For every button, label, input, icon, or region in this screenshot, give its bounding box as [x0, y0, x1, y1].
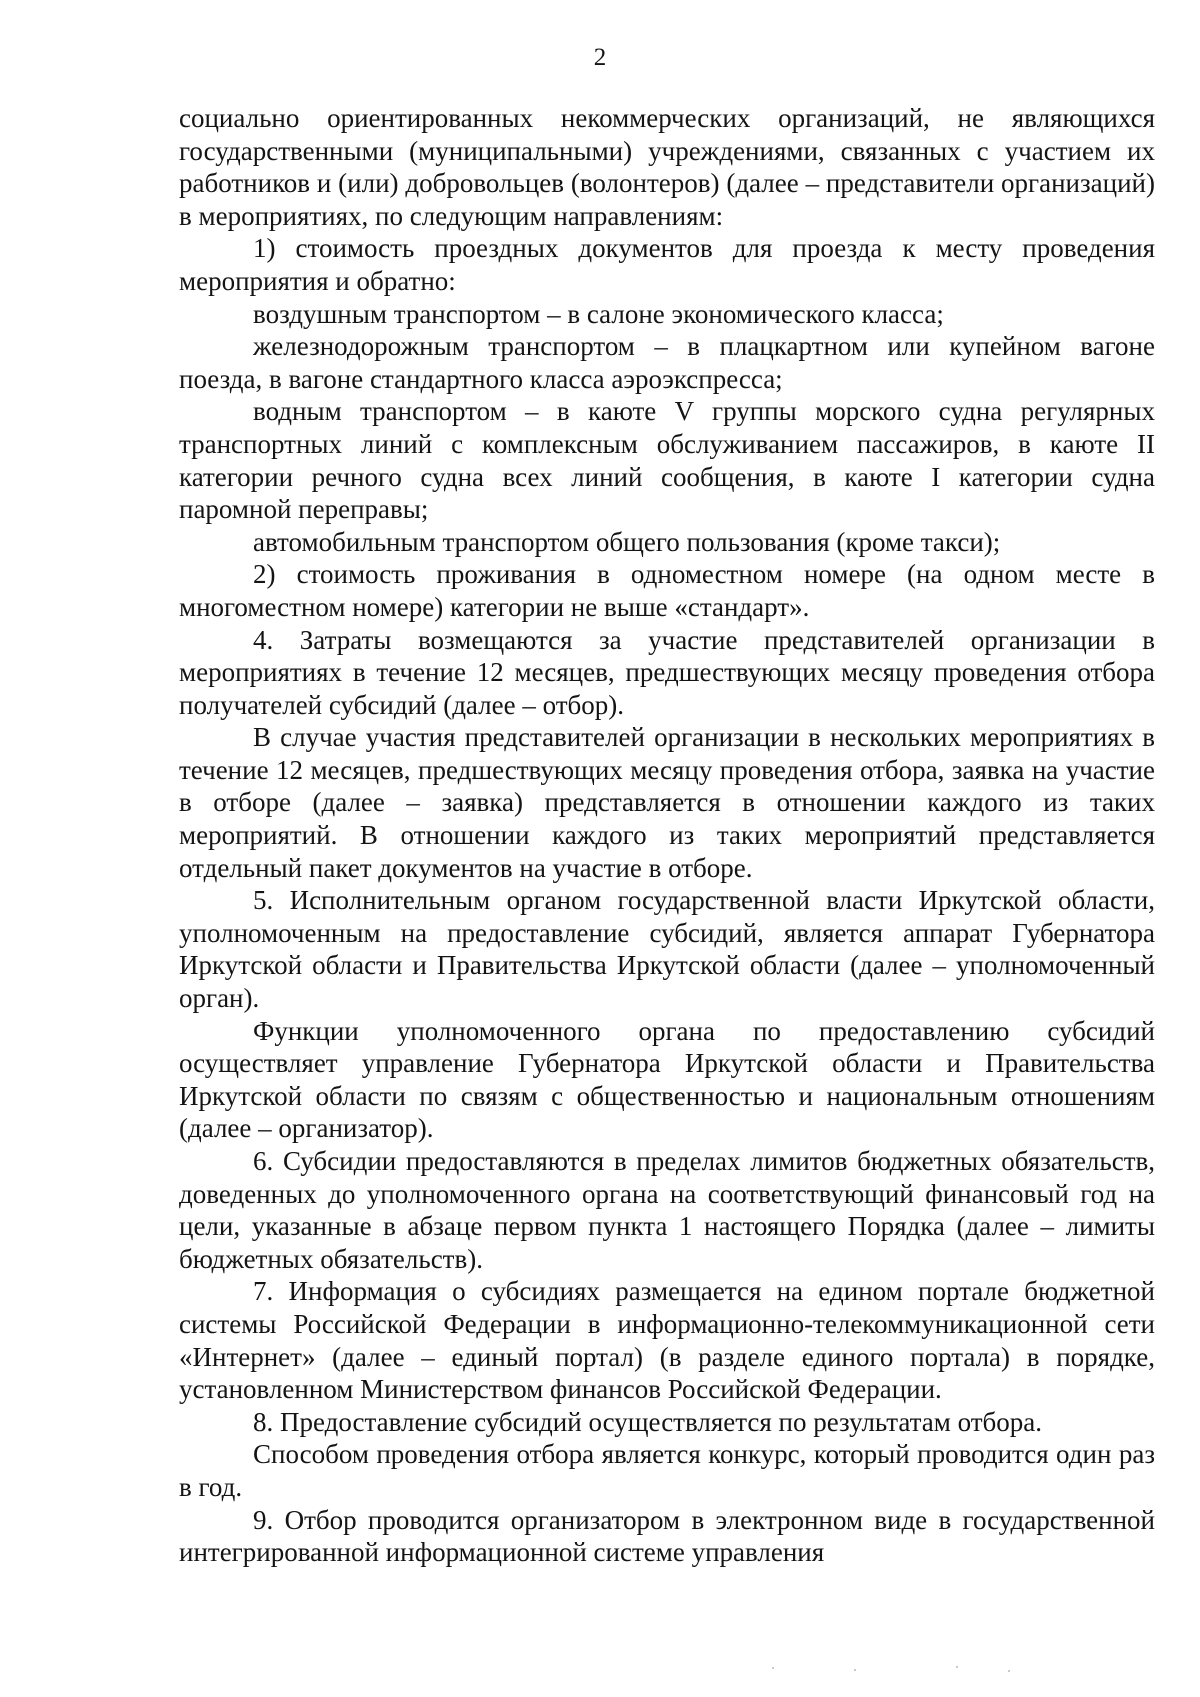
- paragraph: 7. Информация о субсидиях размещается на едином портале бюджетной системы Российской Федерации в информационно-телекоммуникационной сети «Интернет» (далее – единый портал) (в разделе единого портала) в порядке, установленном Министерством финансов Российской Федерации.: [179, 1276, 1155, 1405]
- paragraph: автомобильным транспортом общего пользования (кроме такси);: [253, 526, 1001, 557]
- scan-dot: [854, 1669, 856, 1671]
- paragraph: 6. Субсидии предоставляются в пределах лимитов бюджетных обязательств, доведенных до уполномоченного органа на соответствующий финансовый год на цели, указанные в абзаце первом пункта 1 настоящего Порядка (далее – лимиты бюджетных обязательств).: [179, 1146, 1155, 1274]
- paragraph: Способом проведения отбора является конкурс, который проводится один раз в год.: [179, 1439, 1155, 1502]
- paragraph: 4. Затраты возмещаются за участие представителей организации в мероприятиях в течение 12 месяцев, предшествующих месяцу проведения отбора получателей субсидий (далее – отбор).: [179, 624, 1155, 720]
- scan-artifacts: [760, 1665, 1060, 1675]
- paragraph: 2) стоимость проживания в одноместном номере (на одном месте в многоместном номере) категории не выше «стандарт».: [179, 559, 1155, 622]
- document-body: [179, 102, 1155, 1569]
- scan-dot: [772, 1667, 774, 1669]
- paragraph: социально ориентированных некоммерческих организаций, не являющихся государственными (муниципальными) учреждениями, связанных с участием их работников и (или) добровольцев (волонтеров) (далее – представители организаций) в мероприятиях, по следующим направлениям:: [179, 103, 1155, 231]
- paragraph: водным транспортом – в каюте V группы морского судна регулярных транспортных линий с комплексным обслуживанием пассажиров, в каюте II категории речного судна всех линий сообщения, в каюте I категории судна паромной переправы;: [179, 396, 1155, 525]
- paragraph: 8. Предоставление субсидий осуществляется по результатам отбора.: [253, 1406, 1042, 1437]
- paragraph: воздушным транспортом – в салоне экономического класса;: [253, 298, 944, 329]
- paragraph: В случае участия представителей организации в нескольких мероприятиях в течение 12 месяцев, предшествующих месяцу проведения отбора, заявка на участие в отборе (далее – заявка) представляется в отношении каждого из таких мероприятий. В отношении каждого из таких мероприятий представляется отдельный пакет документов на участие в отборе.: [179, 722, 1155, 883]
- paragraph: железнодорожным транспортом – в плацкартном или купейном вагоне поезда, в вагоне стандартного класса аэроэкспресса;: [179, 331, 1155, 394]
- paragraph: 5. Исполнительным органом государственной власти Иркутской области, уполномоченным на предоставление субсидий, является аппарат Губернатора Иркутской области и Правительства Иркутской области (далее – уполномоченный орган).: [179, 885, 1155, 1014]
- scan-dot: [1008, 1670, 1010, 1672]
- page-number: 2: [593, 44, 607, 71]
- paragraph: Функции уполномоченного органа по предоставлению субсидий осуществляет управление Губернатора Иркутской области и Правительства Иркутской области по связям с общественностью и национальным отношениям (далее – организатор).: [179, 1015, 1155, 1144]
- scan-dot: [956, 1666, 958, 1668]
- paragraph: 9. Отбор проводится организатором в электронном виде в государственной интегрированной информационной системе управления: [179, 1504, 1155, 1568]
- paragraph: 1) стоимость проездных документов для проезда к месту проведения мероприятия и обратно:: [179, 233, 1155, 296]
